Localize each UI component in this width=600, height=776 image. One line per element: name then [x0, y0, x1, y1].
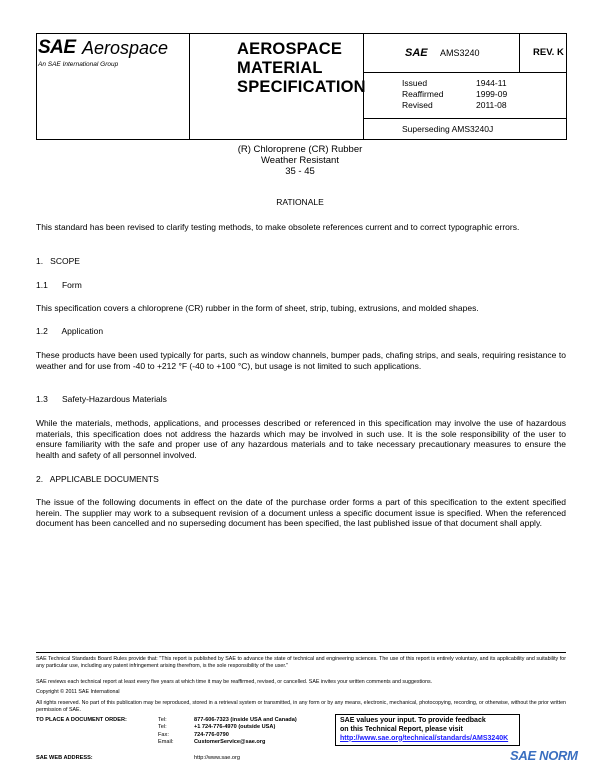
- rationale-text: This standard has been revised to clarify testing methods, to make obsolete references current and to correct typographic errors.: [36, 222, 520, 232]
- title-line-1: (R) Chloroprene (CR) Rubber: [237, 144, 363, 155]
- header-divider: [519, 34, 520, 72]
- contact-email[interactable]: CustomerService@sae.org: [194, 739, 266, 746]
- reaffirmed-label: Reaffirmed: [402, 89, 444, 99]
- feedback-link[interactable]: http://www.sae.org/technical/standards/AMS3240K: [340, 734, 509, 742]
- sae-aerospace-logo: [38, 34, 188, 74]
- logo-sae-text: SAE: [38, 37, 76, 58]
- web-label: SAE WEB ADDRESS:: [36, 755, 93, 761]
- section-1-2-text: These products have been used typically for parts, such as window channels, bumper pads, chafing strips, and seals, requiring resistance to weather and for use from -40 to +212 °F (-40 to +100 °C), but usage is not limited to such applications.: [36, 350, 566, 371]
- section-1-heading: 1. SCOPE: [36, 256, 80, 266]
- revised-value: 2011-08: [476, 100, 507, 110]
- section-2-text: The issue of the following documents in effect on the date of the purchase order forms a part of this specification to the extent specified herein. The supplier may work to a subsequent revision of a document unless a specific document issue is specified. When the referenced document has been cancelled and no superseding document has been specified, the last published issue of that document shall apply.: [36, 497, 566, 528]
- review-notice: SAE reviews each technical report at least every five years at which time it may be reaffirmed, revised, or cancelled. SAE invites your written comments and suggestions.: [36, 679, 433, 685]
- logo-aerospace-text: Aerospace: [82, 38, 169, 58]
- contact-value: 724-776-0790: [194, 731, 229, 738]
- document-number: AMS3240: [440, 48, 480, 58]
- logo-subtitle: An SAE International Group: [38, 61, 119, 68]
- contact-label: Fax:: [158, 731, 169, 738]
- header-divider: [189, 34, 190, 139]
- revision-label: REV. K: [533, 47, 564, 58]
- issued-label: Issued: [402, 78, 428, 88]
- document-type-title: [237, 40, 366, 97]
- reaffirmed-value: 1999-09: [476, 89, 508, 99]
- feedback-line-2: on this Technical Report, please visit: [340, 725, 463, 733]
- section-1-3-text: While the materials, methods, applications, and processes described or referenced in this specification may involve the use of hazardous materials, this specification does not address the hazards which may be involved in such use. It is the sole responsibility of the user to ensure familiarity with the safe and proper use of any hazardous materials and to take necessary precautionary measures to ensure the health and safety of all personnel involved.: [36, 418, 566, 460]
- sae-norm-stamp: SAE NORM: [510, 748, 578, 763]
- section-1-3-heading: 1.3 Safety-Hazardous Materials: [36, 394, 167, 404]
- title-line-3: 35 - 45: [285, 166, 315, 177]
- web-link[interactable]: http://www.sae.org: [194, 755, 241, 761]
- rights-notice: All rights reserved. No part of this publication may be reproduced, stored in a retrieval system or transmitted, in any form or by any means, electronic, mechanical, photocopying, recording, or otherwise, without the prior written permission of SAE.: [36, 700, 566, 713]
- feedback-line-1: SAE values your input. To provide feedback: [340, 717, 486, 724]
- section-1-1-text: This specification covers a chloroprene (CR) rubber in the form of sheet, strip, tubing, extrusions, and molded shapes.: [36, 303, 479, 313]
- feedback-box: [335, 714, 520, 746]
- contact-label: Email:: [158, 739, 174, 746]
- title-line: SPECIFICATION: [237, 78, 366, 96]
- small-sae-logo: SAE: [405, 47, 428, 59]
- copyright: Copyright © 2011 SAE International: [36, 689, 120, 695]
- contact-label: Tel:: [158, 724, 167, 731]
- contact-value: +1 724-776-4970 (outside USA): [194, 724, 276, 731]
- header-divider: [363, 118, 566, 119]
- contact-label: Tel:: [158, 717, 167, 723]
- footer-rule: [36, 652, 566, 653]
- order-label: TO PLACE A DOCUMENT ORDER:: [36, 717, 127, 723]
- superseding-note: Superseding AMS3240J: [402, 124, 494, 134]
- title-line: MATERIAL: [237, 59, 323, 77]
- rationale-heading: RATIONALE: [276, 197, 324, 207]
- section-1-1-heading: 1.1 Form: [36, 280, 82, 290]
- revised-label: Revised: [402, 100, 433, 110]
- section-2-heading: 2. APPLICABLE DOCUMENTS: [36, 474, 159, 484]
- header-divider: [363, 72, 566, 73]
- contact-value: 877-606-7323 (inside USA and Canada): [194, 717, 297, 723]
- document-title: [0, 144, 600, 177]
- title-line-2: Weather Resistant: [261, 155, 339, 166]
- section-1-2-heading: 1.2 Application: [36, 326, 104, 336]
- issued-value: 1944-11: [476, 78, 507, 88]
- title-line: AEROSPACE: [237, 40, 343, 58]
- standards-notice: SAE Technical Standards Board Rules provide that: "This report is published by SAE to advance the state of technical and engineering sciences. The use of this report is entirely voluntary, and its applicability and suitability for any particular use, including any patent infringement arising therefrom, is the sole responsibility of the user.": [36, 656, 566, 669]
